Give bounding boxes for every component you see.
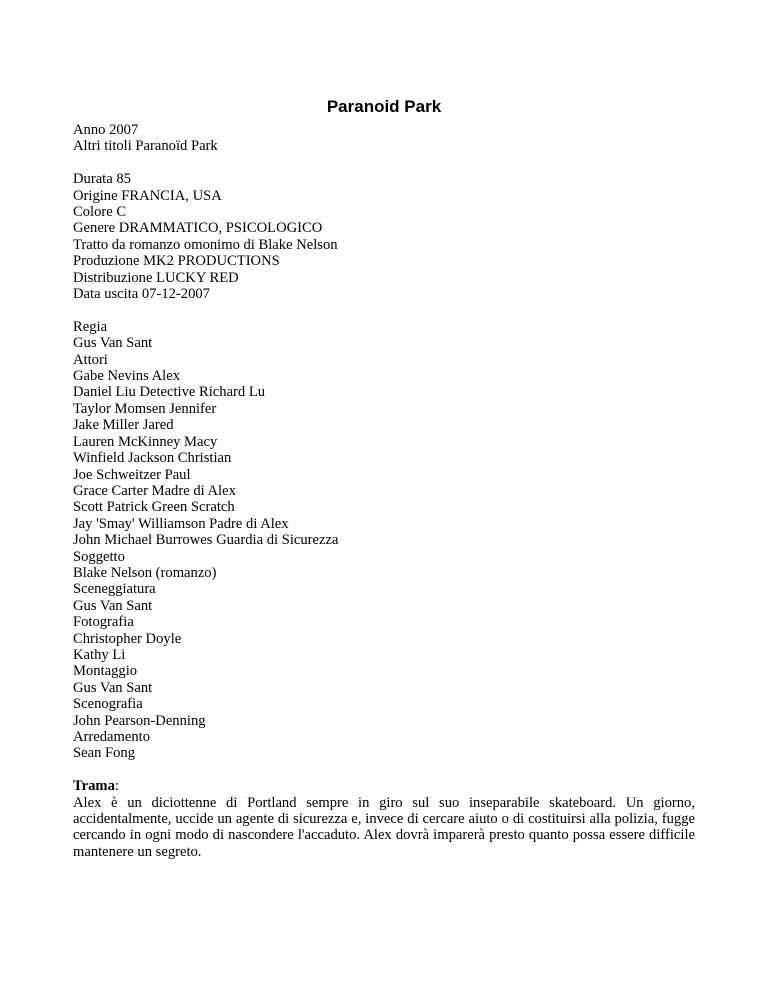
credit-line: Gus Van Sant	[73, 335, 153, 352]
credits-block	[73, 319, 695, 762]
trama-text: Alex è un diciottenne di Portland sempre in giro sul suo inseparabile skateboard. Un giorno, accidentalmente, uccide un agente di sicurezza e, invece di cercare aiuto o di costituirsi alla polizia, fugge cercando in ogni modo di nascondere l'accaduto. Alex dovrà imparerà presto quanto possa essere difficile mantenere un segreto.	[73, 794, 695, 860]
credit-line: Jake Miller Jared	[73, 417, 174, 434]
trama-colon: :	[114, 778, 119, 795]
document-body	[73, 122, 695, 860]
credit-line: Kathy Li	[73, 646, 126, 663]
info-details-block	[73, 171, 695, 302]
spacer	[73, 302, 695, 318]
credit-line: Sean Fong	[73, 745, 136, 762]
trama-block	[73, 778, 695, 860]
credit-heading-fotografia: Fotografia	[73, 614, 134, 631]
info-line-durata: Durata 85	[73, 171, 131, 188]
spacer	[73, 155, 695, 171]
credit-line: Gus Van Sant	[73, 597, 153, 614]
info-line-origine: Origine FRANCIA, USA	[73, 187, 222, 204]
info-line-colore: Colore C	[73, 204, 127, 221]
info-line-anno: Anno 2007	[73, 122, 139, 138]
credit-heading-arredamento: Arredamento	[73, 729, 150, 745]
credit-line: Gus Van Sant	[73, 679, 153, 696]
credit-heading-montaggio: Montaggio	[73, 663, 138, 680]
trama-heading	[73, 778, 695, 794]
credit-line: John Michael Burrowes Guardia di Sicurezza	[73, 532, 339, 549]
info-line-tratto-da: Tratto da romanzo omonimo di Blake Nelson	[73, 236, 338, 253]
credit-line: Daniel Liu Detective Richard Lu	[73, 384, 266, 401]
page-title: Paranoid Park	[326, 97, 442, 116]
info-line-data-uscita: Data uscita 07-12-2007	[73, 286, 210, 303]
credit-line: Gabe Nevins Alex	[73, 368, 180, 385]
info-line-produzione: Produzione MK2 PRODUCTIONS	[73, 253, 280, 270]
credit-line: Blake Nelson (romanzo)	[73, 564, 217, 581]
info-line-distribuzione: Distribuzione LUCKY RED	[73, 269, 239, 286]
credit-line: Winfield Jackson Christian	[73, 450, 232, 467]
trama-label: Trama	[73, 778, 115, 795]
info-top-block	[73, 122, 695, 155]
info-line-genere: Genere DRAMMATICO, PSICOLOGICO	[73, 220, 323, 237]
credit-heading-scenografia: Scenografia	[73, 696, 143, 713]
credit-line: John Pearson-Denning	[73, 712, 206, 729]
credit-line: Joe Schweitzer Paul	[73, 466, 191, 483]
credit-heading-sceneggiatura: Sceneggiatura	[73, 581, 156, 598]
credit-heading-regia: Regia	[73, 318, 108, 335]
credit-line: Taylor Momsen Jennifer	[73, 400, 217, 417]
credit-line: Scott Patrick Green Scratch	[73, 499, 235, 516]
credit-line: Grace Carter Madre di Alex	[73, 482, 236, 499]
info-line-altri-titoli: Altri titoli Paranoïd Park	[73, 138, 218, 155]
spacer	[73, 762, 695, 778]
credit-heading-soggetto: Soggetto	[73, 548, 125, 565]
credit-heading-attori: Attori	[73, 351, 108, 368]
credit-line: Christopher Doyle	[73, 630, 182, 647]
credit-line: Jay 'Smay' Williamson Padre di Alex	[73, 515, 289, 532]
credit-line: Lauren McKinney Macy	[73, 433, 218, 450]
